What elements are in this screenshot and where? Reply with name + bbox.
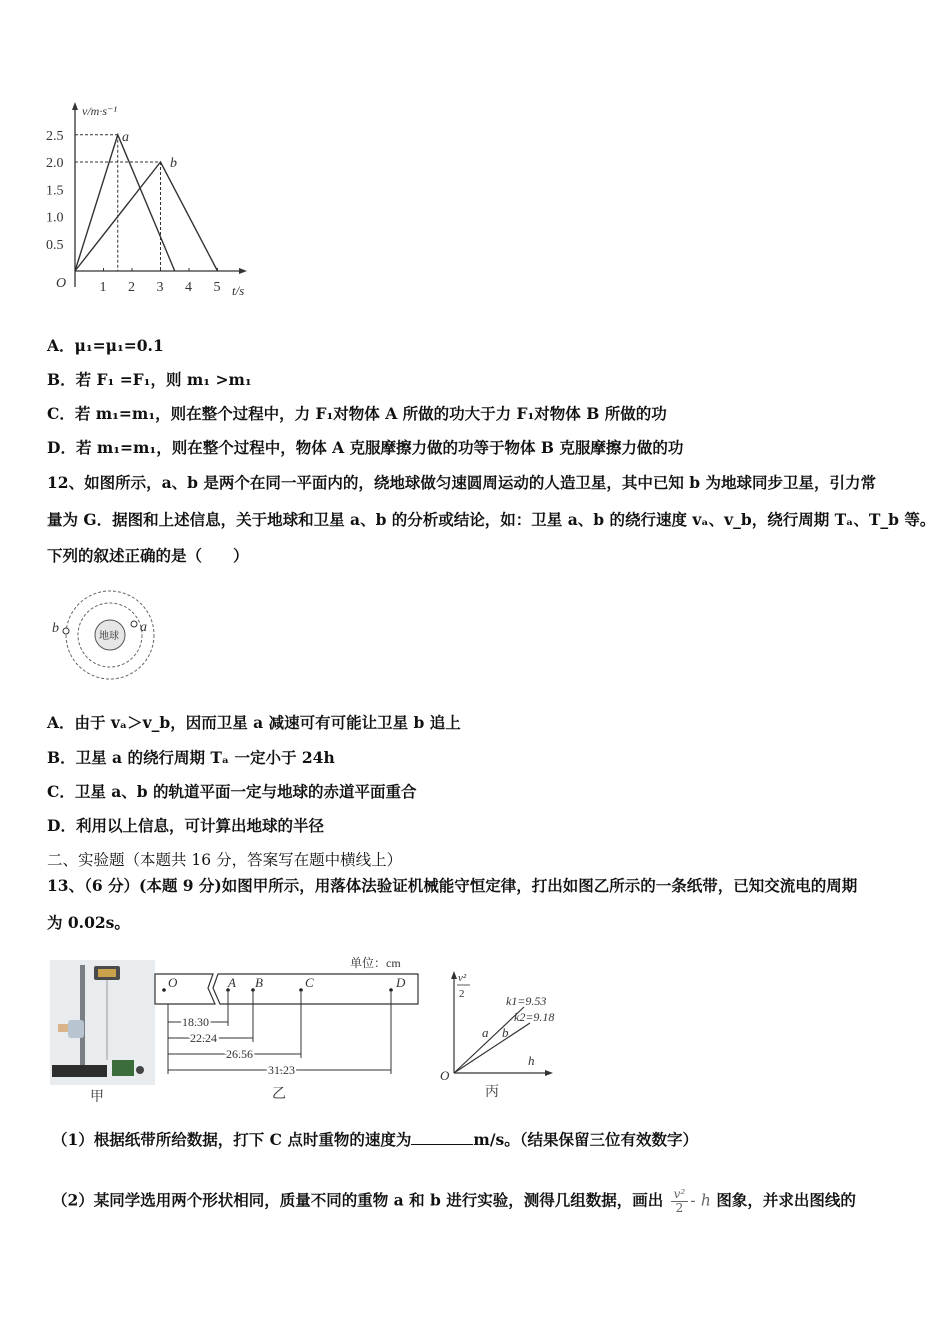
q11-option-c bbox=[47, 404, 667, 424]
sub1-text-before: （1）根据纸带所给数据，打下 C 点时重物的速度为 bbox=[52, 1130, 412, 1149]
tape-point-d: D bbox=[396, 975, 406, 990]
bing-line-b bbox=[454, 1023, 530, 1073]
q11-option-a bbox=[47, 336, 164, 356]
bing-k1: k1=9.53 bbox=[506, 994, 547, 1008]
q11-option-d bbox=[47, 438, 683, 458]
q11-option-b bbox=[47, 370, 252, 390]
bing-x-label: h bbox=[528, 1053, 535, 1068]
bing-origin: O bbox=[440, 1068, 450, 1083]
q12-option-b bbox=[47, 748, 335, 768]
option-letter: C． bbox=[47, 782, 75, 801]
series-line-b bbox=[75, 162, 218, 271]
tape-caption: 乙 bbox=[272, 1087, 286, 1102]
tape-unit-label: 单位：cm bbox=[350, 956, 401, 970]
tape-distance-oa: 18.30 bbox=[182, 1015, 209, 1029]
q13-stem-line1: 13、（6 分）(本题 9 分)如图甲所示，用落体法验证机械能守恒定律，打出如图乙所示的一条纸带，已知交流电的周期 bbox=[47, 876, 858, 895]
option-text: 若 F₁ =F₁，则 m₁ >m₁ bbox=[75, 370, 252, 389]
option-letter: D． bbox=[47, 438, 76, 457]
sub2-dash: - bbox=[690, 1191, 696, 1210]
y-axis-arrow bbox=[72, 102, 78, 110]
earth-label: 地球 bbox=[99, 631, 119, 642]
option-letter: B． bbox=[47, 370, 76, 389]
satellite-a-icon bbox=[131, 621, 137, 627]
option-text: 若 m₁=m₁，则在整个过程中，力 F₁对物体 A 所做的功大于力 F₁对物体 B 所做的功 bbox=[74, 404, 667, 423]
series-line-a bbox=[75, 135, 175, 271]
energy-graph-figure bbox=[432, 965, 572, 1100]
option-text: μ₁=μ₁=0.1 bbox=[74, 336, 164, 355]
y-tick-label: 1.0 bbox=[46, 210, 64, 226]
option-text: 利用以上信息，可计算出地球的半径 bbox=[75, 816, 324, 835]
tape-point-c: C bbox=[305, 975, 314, 990]
tape-distance-ob: 22.24 bbox=[190, 1031, 217, 1045]
tape-point-o: O bbox=[168, 975, 178, 990]
option-letter: B． bbox=[47, 748, 76, 767]
q13-stem-line2: 为 0.02s。 bbox=[47, 913, 130, 932]
sub2-h: h bbox=[700, 1191, 711, 1210]
velocity-time-graph bbox=[40, 95, 270, 305]
q13-sub2 bbox=[52, 1188, 856, 1215]
q12-option-d bbox=[47, 816, 324, 836]
x-tick-label: 4 bbox=[185, 280, 192, 295]
option-text: 卫星 a 的绕行周期 Tₐ 一定小于 24h bbox=[75, 748, 335, 767]
q12-option-c bbox=[47, 782, 417, 802]
q13-sub1 bbox=[52, 1130, 698, 1150]
option-letter: C． bbox=[47, 404, 75, 423]
fraction-denominator: 2 bbox=[675, 1201, 684, 1215]
line-b-label: b bbox=[170, 156, 177, 171]
option-text: 卫星 a、b 的轨道平面一定与地球的赤道平面重合 bbox=[74, 782, 417, 801]
q12-stem-line3: 下列的叙述正确的是（ ） bbox=[47, 546, 249, 565]
satellite-orbit-figure bbox=[48, 588, 168, 683]
x-tick-label: 2 bbox=[128, 280, 135, 295]
y-tick-label: 2.5 bbox=[46, 128, 64, 144]
x-tick-label: 3 bbox=[156, 280, 164, 295]
answer-blank[interactable] bbox=[411, 1130, 473, 1145]
q12-option-a bbox=[47, 713, 461, 733]
bing-k2: k2=9.18 bbox=[514, 1010, 555, 1024]
option-letter: A． bbox=[47, 336, 75, 355]
bing-line-b-label: b bbox=[502, 1025, 509, 1040]
y-tick-label: 0.5 bbox=[46, 237, 64, 253]
option-letter: A． bbox=[47, 713, 75, 732]
sub2-text-after: 图象，并求出图线的 bbox=[716, 1190, 856, 1210]
y-tick-label: 2.0 bbox=[46, 156, 64, 171]
option-letter: D． bbox=[47, 816, 76, 835]
option-text: 若 m₁=m₁，则在整个过程中，物体 A 克服摩擦力做的功等于物体 B 克服摩擦力做的功 bbox=[75, 438, 684, 457]
fraction-numerator: v² bbox=[671, 1188, 689, 1202]
x-axis-arrow bbox=[239, 268, 247, 274]
tape-point-a: A bbox=[228, 975, 236, 990]
sub2-fraction bbox=[671, 1188, 689, 1215]
option-text: 由于 vₐ＞v_b，因而卫星 a 减速可有可能让卫星 b 追上 bbox=[74, 713, 461, 732]
satellite-b-icon bbox=[63, 628, 69, 634]
x-tick-label: 1 bbox=[99, 280, 107, 295]
satellite-a-label: a bbox=[140, 620, 147, 635]
fig-jia-label: 甲 bbox=[90, 1090, 104, 1105]
satellite-b-label: b bbox=[52, 621, 59, 636]
y-unit-label: v/m·s⁻¹ bbox=[82, 104, 117, 118]
bing-caption: 丙 bbox=[485, 1085, 499, 1100]
apparatus-figure bbox=[50, 960, 155, 1105]
section-title: 二、实验题（本题共 16 分，答案写在题中横线上） bbox=[47, 851, 403, 869]
tape-point-b: B bbox=[255, 975, 263, 990]
bing-y-label-den: 2 bbox=[459, 988, 465, 1000]
paper-tape-figure bbox=[150, 952, 425, 1102]
x-unit-label: t/s bbox=[232, 283, 245, 298]
sub1-text-after: m/s。（结果保留三位有效数字） bbox=[473, 1130, 698, 1149]
bing-line-a-label: a bbox=[482, 1025, 489, 1040]
y-tick-label: 1.5 bbox=[46, 183, 64, 199]
origin-label: O bbox=[56, 276, 67, 291]
tape-distance-od: 31.23 bbox=[268, 1063, 295, 1077]
q12-stem-line1: 12、如图所示，a、b 是两个在同一平面内的，绕地球做匀速圆周运动的人造卫星，其中已知 b 为地球同步卫星，引力常 bbox=[47, 473, 876, 492]
sub2-text-before: （2）某同学选用两个形状相同，质量不同的重物 a 和 b 进行实验，测得几组数据，画出 bbox=[52, 1190, 664, 1210]
line-a-label: a bbox=[122, 130, 129, 145]
q12-stem-line2: 量为 G．据图和上述信息，关于地球和卫星 a、b 的分析或结论，如：卫星 a、b 的绕行速度 vₐ、v_b，绕行周期 Tₐ、T_b 等。 bbox=[47, 510, 936, 529]
bing-y-label-num: v² bbox=[458, 972, 467, 984]
tape-distance-oc: 26.56 bbox=[226, 1047, 253, 1061]
x-tick-label: 5 bbox=[213, 280, 221, 295]
